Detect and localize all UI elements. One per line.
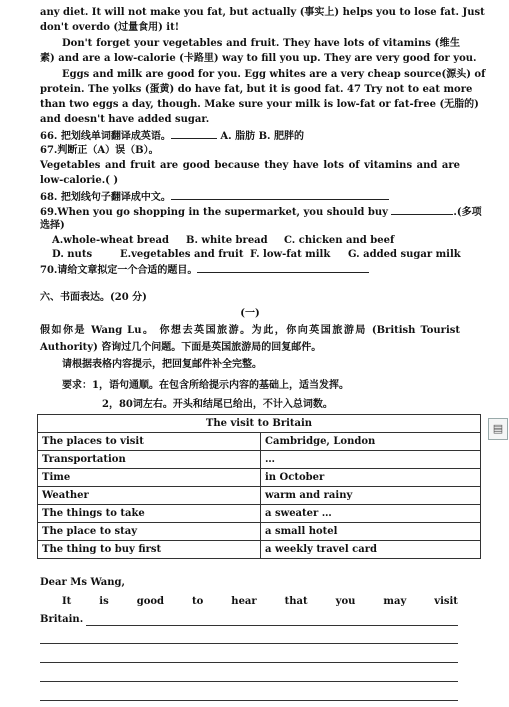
question-68: 68. 把划线句子翻译成中文。	[40, 189, 460, 205]
table-row	[38, 451, 481, 469]
letter-word: good	[136, 596, 165, 607]
table-row	[38, 505, 481, 523]
table-cell: warm and rainy	[261, 487, 481, 505]
option: C. chicken and beef	[284, 235, 395, 246]
option: A.whole-wheat bread	[52, 235, 170, 246]
table-row	[38, 487, 481, 505]
option: F. low-fat milk	[250, 249, 331, 260]
question-66: 66. 把划线单词翻译成英语。 A. 脂肪 B. 肥胖的	[40, 128, 460, 144]
passage-line: 素) and are a low-calorie (卡路里) way to fill you up. They are very good for you.	[40, 53, 477, 64]
table-header-row	[38, 415, 481, 433]
passage-line: don't overdo (过量食用) it!	[40, 22, 180, 33]
writing-line[interactable]	[40, 662, 458, 663]
letter-greeting: Dear Ms Wang,	[40, 577, 126, 588]
document-icon[interactable]: ▤	[488, 418, 508, 440]
table-cell: The thing to buy first	[38, 541, 261, 559]
table-cell: Transportation	[38, 451, 261, 469]
letter-word: that	[284, 596, 308, 607]
writing-line[interactable]	[40, 700, 458, 701]
passage-line: and doesn't have added sugar.	[40, 114, 210, 125]
answer-blank[interactable]	[171, 128, 217, 139]
writing-line[interactable]	[86, 625, 458, 626]
table-cell: …	[261, 451, 481, 469]
table-cell: in October	[261, 469, 481, 487]
letter-word: visit	[434, 596, 458, 607]
passage-line: Eggs and milk are good for you. Egg whites are a very cheap source(源头) of	[62, 69, 486, 80]
passage-line: any diet. It will not make you fat, but actually (事实上) helps you to lose fat. Just	[40, 7, 485, 18]
table-cell: a small hotel	[261, 523, 481, 541]
passage-line: than two eggs a day, though. Make sure your milk is low-fat or fat-free (无脂的)	[40, 99, 479, 110]
passage-line: Don't forget your vegetables and fruit. They have lots of vitamins (维生	[62, 38, 460, 49]
table-cell: a weekly travel card	[261, 541, 481, 559]
question-67-statement: low-calorie.( )	[40, 175, 119, 186]
part-heading: (一)	[240, 308, 260, 319]
letter-word: to	[192, 596, 204, 607]
letter-word: is	[99, 596, 109, 607]
answer-blank[interactable]	[391, 204, 453, 215]
section-heading: 六、书面表达。(20 分)	[40, 292, 147, 303]
visit-table	[37, 414, 481, 559]
instruction-line: 请根据表格内容提示，把回复邮件补全完整。	[62, 359, 262, 370]
answer-blank[interactable]	[197, 262, 369, 273]
passage-line: protein. The yolks (蛋黄) do have fat, but it is good fat. 47 Try not to eat more	[40, 84, 473, 95]
table-title: The visit to Britain	[38, 415, 481, 433]
question-70: 70.请给文章拟定一个合适的题目。	[40, 262, 460, 278]
table-cell: Cambridge, London	[261, 433, 481, 451]
question-67-statement: Vegetables and fruit are good because they have lots of vitamins and are	[40, 160, 460, 171]
question-67: 67.判断正（A）误（B）。	[40, 145, 159, 156]
instruction-line: 假如你是 Wang Lu。 你想去英国旅游。为此，你向英国旅游局 (British Tourist	[40, 325, 460, 336]
table-cell: Weather	[38, 487, 261, 505]
letter-word: hear	[231, 596, 257, 607]
option: B. white bread	[186, 235, 268, 246]
letter-word: you	[335, 596, 356, 607]
option: G. added sugar milk	[348, 249, 461, 260]
table-cell: a sweater …	[261, 505, 481, 523]
option: D. nuts	[52, 249, 93, 260]
table-row	[38, 541, 481, 559]
letter-first-line	[62, 595, 458, 609]
table-row	[38, 523, 481, 541]
writing-line[interactable]	[40, 643, 458, 644]
instruction-line: Authority) 咨询过几个问题。下面是英国旅游局的回复邮件。	[40, 342, 322, 353]
requirement-line: 2，80词左右。开头和结尾已给出，不计入总词数。	[102, 399, 333, 410]
option: E.vegetables and fruit	[120, 249, 244, 260]
requirement-line: 要求：1，语句通顺。在包含所给提示内容的基础上，适当发挥。	[62, 380, 349, 391]
answer-blank[interactable]	[171, 189, 389, 200]
letter-word: It	[62, 596, 72, 607]
letter-word: may	[383, 596, 407, 607]
table-cell: The things to take	[38, 505, 261, 523]
table-row	[38, 433, 481, 451]
table-cell: Time	[38, 469, 261, 487]
writing-line[interactable]	[40, 681, 458, 682]
letter-second-line: Britain.	[40, 614, 84, 625]
question-69: 69.When you go shopping in the supermarket, you should buy .(多项	[40, 204, 460, 220]
question-69: 选择)	[40, 220, 65, 231]
table-cell: The places to visit	[38, 433, 261, 451]
table-row	[38, 469, 481, 487]
table-cell: The place to stay	[38, 523, 261, 541]
